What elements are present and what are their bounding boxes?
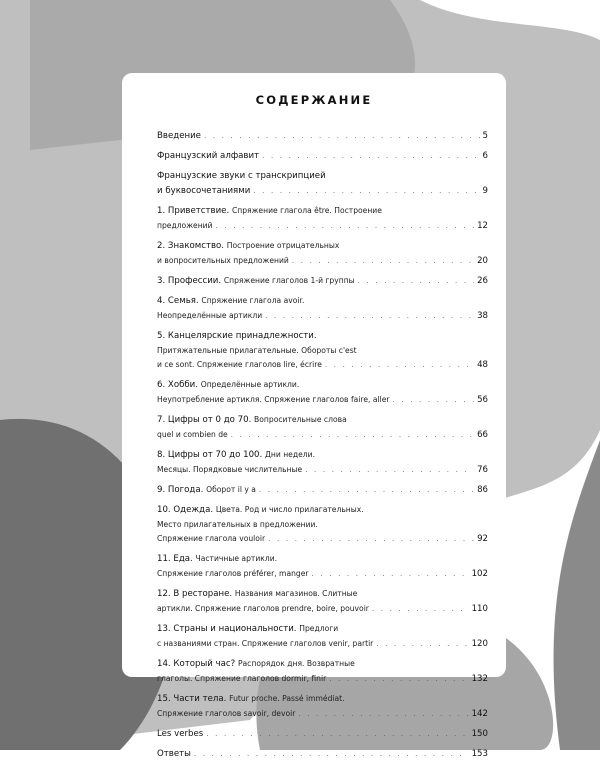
toc-entry-line bbox=[157, 655, 488, 670]
toc-entry-title: 10. Одежда. bbox=[157, 505, 216, 515]
toc-entry-line bbox=[157, 202, 488, 217]
toc-page-number: 20 bbox=[477, 256, 488, 266]
toc-page-number: 6 bbox=[482, 151, 488, 161]
toc-entry-line bbox=[157, 550, 488, 565]
toc-entry[interactable] bbox=[157, 501, 488, 545]
toc-entry-line bbox=[157, 600, 488, 615]
dot-leader bbox=[292, 256, 474, 267]
toc-entry-title: 11. Еда. bbox=[157, 554, 196, 564]
toc-card bbox=[122, 73, 506, 759]
toc-entry-description: Определённые артикли. bbox=[200, 380, 300, 389]
toc-entry-title: 5. Канцелярские принадлежности. bbox=[157, 331, 317, 341]
toc-entry-line bbox=[157, 356, 488, 371]
dot-leader bbox=[268, 534, 474, 545]
toc-entry-line bbox=[157, 307, 488, 322]
toc-entry-description: Названия магазинов. Слитные bbox=[234, 589, 358, 598]
toc-entry-line bbox=[157, 272, 488, 287]
toc-entry-line bbox=[157, 376, 488, 391]
toc-entry-description: Предлоги bbox=[299, 624, 339, 633]
toc-entry[interactable] bbox=[157, 655, 488, 685]
toc-entry-description: Неупотребление артикля. Спряжение глаголов faire, aller bbox=[157, 395, 390, 404]
toc-entry-description: Спряжение глаголов savoir, devoir bbox=[157, 709, 296, 718]
dot-leader bbox=[298, 709, 468, 720]
toc-entry-title: Les verbes bbox=[157, 729, 204, 739]
toc-entry[interactable] bbox=[157, 481, 488, 496]
dot-leader bbox=[253, 186, 479, 197]
toc-entry-title: 7. Цифры от 0 до 70. bbox=[157, 415, 255, 425]
toc-entry-description: артикли. Спряжение глаголов prendre, boire, pouvoir bbox=[157, 604, 369, 613]
toc-entry[interactable] bbox=[157, 585, 488, 615]
toc-entry[interactable] bbox=[157, 620, 488, 650]
toc-entry[interactable] bbox=[157, 147, 488, 162]
toc-entry[interactable] bbox=[157, 272, 488, 287]
toc-entry-title: Французские звуки с транскрипцией bbox=[157, 171, 326, 181]
toc-page-number: 66 bbox=[477, 430, 488, 440]
toc-entry-description: предложений bbox=[157, 221, 213, 230]
toc-entry-description: Притяжательные прилагательные. Обороты c'est bbox=[157, 346, 357, 355]
dot-leader bbox=[231, 430, 474, 441]
toc-entry-description: Дни недели. bbox=[264, 450, 315, 459]
toc-entry-description: Futur proche. Passé immédiat. bbox=[229, 694, 345, 703]
toc-entry-description: Построение отрицательных bbox=[226, 241, 340, 250]
toc-entry[interactable] bbox=[157, 690, 488, 720]
dot-leader bbox=[204, 131, 480, 142]
toc-entry-title: 13. Страны и национальности. bbox=[157, 624, 300, 634]
toc-entry-description: quel и combien de bbox=[157, 430, 228, 439]
toc-entry-description: и ce sont. Спряжение глаголов lire, écrire bbox=[157, 360, 322, 369]
toc-entry-line bbox=[157, 167, 488, 182]
dot-leader bbox=[312, 569, 469, 580]
toc-entry-line bbox=[157, 516, 488, 530]
toc-entry-line bbox=[157, 481, 488, 496]
toc-entry-line bbox=[157, 620, 488, 635]
toc-entry-line bbox=[157, 705, 488, 720]
dot-leader bbox=[325, 360, 474, 371]
toc-entry-description: Оборот il y a bbox=[206, 485, 256, 494]
toc-page-number: 132 bbox=[471, 674, 488, 684]
toc-entry-title: 15. Части тела. bbox=[157, 694, 230, 704]
toc-entry-line bbox=[157, 237, 488, 252]
toc-entry-description: Спряжение глагола avoir. bbox=[201, 296, 305, 305]
toc-entry[interactable] bbox=[157, 550, 488, 580]
toc-entry-description: Распорядок дня. Возвратные bbox=[237, 659, 355, 668]
toc-entry-description: Спряжение глаголов 1-й группы bbox=[223, 276, 355, 285]
toc-entry-line bbox=[157, 391, 488, 406]
toc-page-number: 48 bbox=[477, 360, 488, 370]
toc-entry-line bbox=[157, 411, 488, 426]
dot-leader bbox=[393, 395, 475, 406]
dot-leader bbox=[206, 729, 468, 740]
dot-leader bbox=[216, 221, 475, 232]
toc-entry-title: Французский алфавит bbox=[157, 151, 260, 161]
toc-page-number: 56 bbox=[477, 395, 488, 405]
toc-entry-line bbox=[157, 292, 488, 307]
toc-page-number: 150 bbox=[471, 729, 488, 739]
toc-entry-description: глаголы. Спряжение глаголов dormir, finir bbox=[157, 674, 327, 683]
toc-entry-line bbox=[157, 426, 488, 441]
toc-entry-description: Цвета. Род и число прилагательных. bbox=[215, 505, 364, 514]
toc-entry-line bbox=[157, 670, 488, 685]
toc-entry[interactable] bbox=[157, 725, 488, 740]
toc-page-number: 86 bbox=[477, 485, 488, 495]
toc-entry[interactable] bbox=[157, 237, 488, 267]
dot-leader bbox=[372, 604, 469, 615]
toc-page-number: 92 bbox=[477, 534, 488, 544]
toc-entry-title: 3. Профессии. bbox=[157, 276, 224, 286]
toc-entry-line bbox=[157, 342, 488, 356]
toc-entry-line bbox=[157, 635, 488, 650]
toc-page-number: 5 bbox=[482, 131, 488, 141]
toc-entry-line bbox=[157, 690, 488, 705]
toc-page-number: 9 bbox=[482, 186, 488, 196]
toc-entry-line bbox=[157, 530, 488, 545]
toc-page-number: 26 bbox=[477, 276, 488, 286]
toc-page-number: 12 bbox=[477, 221, 488, 231]
toc-entry-title: 6. Хобби. bbox=[157, 380, 201, 390]
toc-entry-line bbox=[157, 127, 488, 142]
toc-entry[interactable] bbox=[157, 127, 488, 142]
toc-entry-line bbox=[157, 745, 488, 760]
toc-entry[interactable] bbox=[157, 745, 488, 760]
toc-entry-description: Вопросительные слова bbox=[254, 415, 347, 424]
toc-page-number: 142 bbox=[471, 709, 488, 719]
toc-entry-line bbox=[157, 585, 488, 600]
toc-page-number: 38 bbox=[477, 311, 488, 321]
dot-leader bbox=[259, 485, 474, 496]
toc-page-number: 153 bbox=[471, 749, 488, 759]
dot-leader bbox=[376, 639, 468, 650]
toc-entry-description: и вопросительных предложений bbox=[157, 256, 289, 265]
toc-entry[interactable] bbox=[157, 167, 488, 197]
toc-entry-line bbox=[157, 565, 488, 580]
toc-entry-line bbox=[157, 446, 488, 461]
toc-page-number: 76 bbox=[477, 465, 488, 475]
toc-entry-title: и буквосочетаниями bbox=[157, 186, 251, 196]
toc-entry-description: с названиями стран. Спряжение глаголов venir, partir bbox=[157, 639, 374, 648]
dot-leader bbox=[305, 465, 474, 476]
toc-entry-description: Место прилагательных в предложении. bbox=[157, 520, 318, 529]
toc-entry-line bbox=[157, 461, 488, 476]
toc-list bbox=[157, 127, 488, 765]
toc-page-number: 110 bbox=[471, 604, 488, 614]
toc-entry-title: 2. Знакомство. bbox=[157, 241, 227, 251]
toc-entry-description: Неопределённые артикли bbox=[157, 311, 263, 320]
toc-page-number: 120 bbox=[471, 639, 488, 649]
toc-entry-description: Спряжение глагола être. Построение bbox=[231, 206, 382, 215]
toc-entry[interactable] bbox=[157, 292, 488, 322]
toc-entry-title: Ответы bbox=[157, 749, 191, 759]
toc-entry-description: Спряжение глагола vouloir bbox=[157, 534, 266, 543]
dot-leader bbox=[358, 276, 474, 287]
toc-entry[interactable] bbox=[157, 411, 488, 441]
toc-entry[interactable] bbox=[157, 202, 488, 232]
toc-entry-title: 12. В ресторане. bbox=[157, 589, 235, 599]
dot-leader bbox=[265, 311, 474, 322]
dot-leader bbox=[194, 749, 469, 760]
toc-entry[interactable] bbox=[157, 327, 488, 371]
toc-entry-title: 4. Семья. bbox=[157, 296, 202, 306]
toc-entry-line bbox=[157, 725, 488, 740]
toc-entry-line bbox=[157, 217, 488, 232]
dot-leader bbox=[262, 151, 479, 162]
toc-entry[interactable] bbox=[157, 446, 488, 476]
toc-entry-line bbox=[157, 252, 488, 267]
toc-entry-description: Спряжение глаголов préférer, manger bbox=[157, 569, 309, 578]
toc-entry-title: 8. Цифры от 70 до 100. bbox=[157, 450, 265, 460]
toc-entry-title: 1. Приветствие. bbox=[157, 206, 232, 216]
toc-entry-line bbox=[157, 182, 488, 197]
toc-entry-description: Частичные артикли. bbox=[195, 554, 278, 563]
toc-page-number: 102 bbox=[471, 569, 488, 579]
toc-entry-title: 9. Погода. bbox=[157, 485, 207, 495]
toc-entry[interactable] bbox=[157, 376, 488, 406]
toc-heading: СОДЕРЖАНИЕ bbox=[255, 93, 373, 107]
toc-entry-description: Месяцы. Порядковые числительные bbox=[157, 465, 303, 474]
toc-entry-title: 14. Который час? bbox=[157, 659, 238, 669]
toc-entry-title: Введение bbox=[157, 131, 201, 141]
toc-entry-line bbox=[157, 147, 488, 162]
dot-leader bbox=[329, 674, 468, 685]
